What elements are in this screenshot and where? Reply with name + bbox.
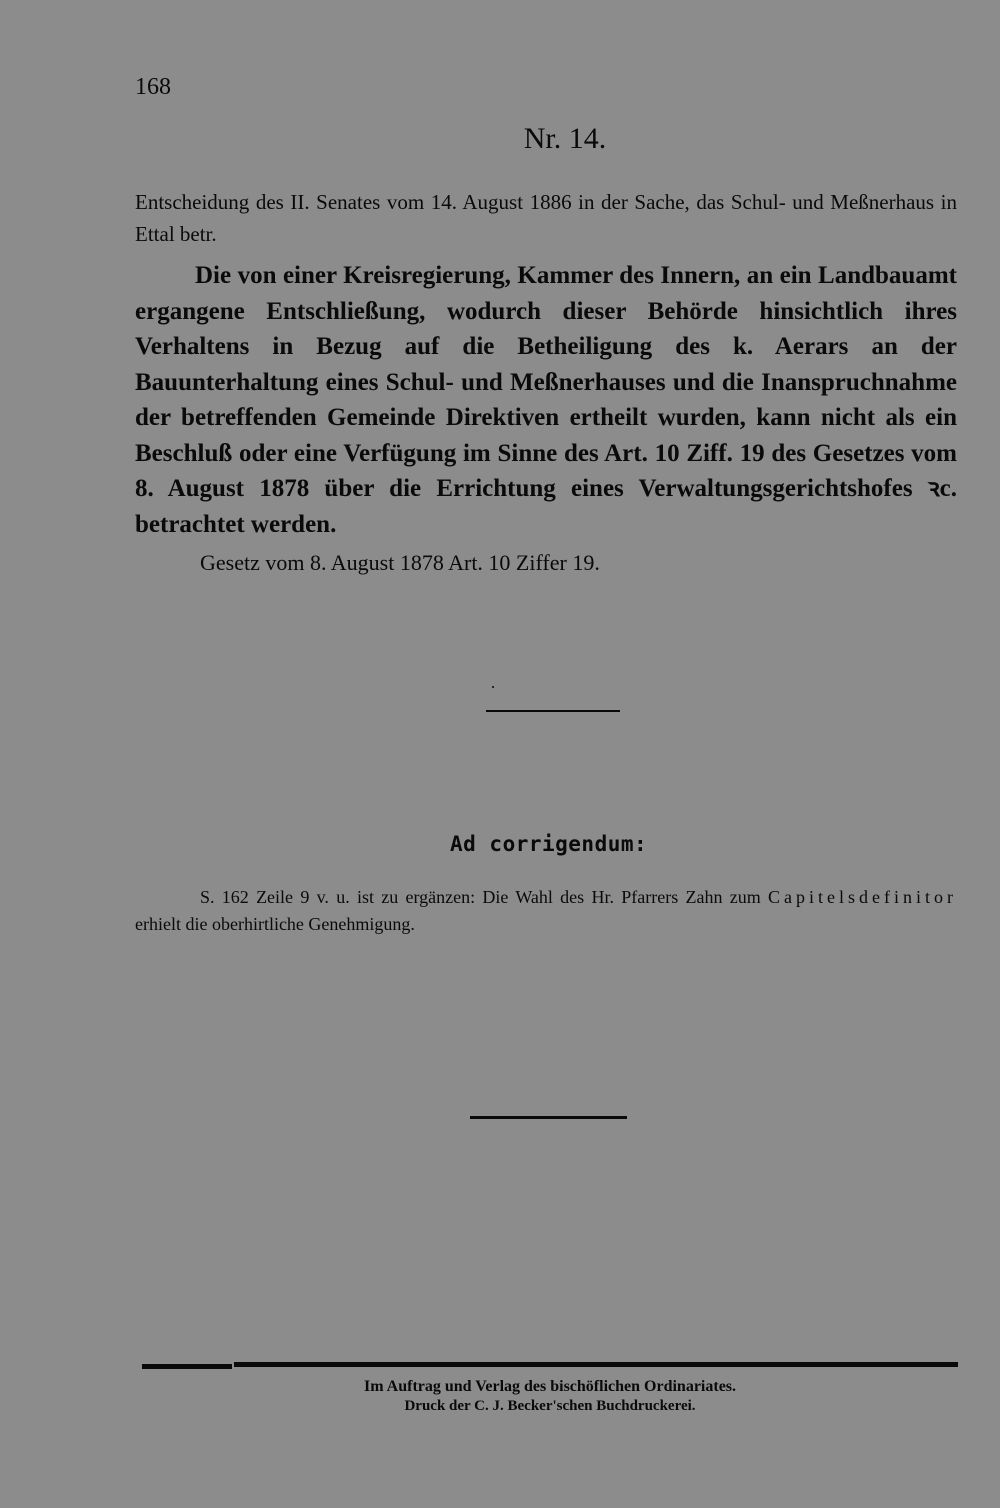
corrigendum-text-start: S. 162 Zeile 9 v. u. ist zu ergänzen: Die Wahl des Hr. Pfarrers Zahn zum xyxy=(200,887,769,907)
legal-reference: Gesetz vom 8. August 1878 Art. 10 Ziffer 19. xyxy=(200,550,600,575)
section-divider xyxy=(486,710,620,712)
stray-dot xyxy=(492,686,494,688)
page-number: 168 xyxy=(135,74,171,100)
footer-rule-left xyxy=(142,1364,232,1369)
closing-divider xyxy=(470,1116,627,1119)
imprint-publisher: Im Auftrag und Verlag des bischöflichen Ordinariates. xyxy=(363,1378,737,1395)
imprint-printer: Druck der C. J. Becker'schen Buchdruckerei. xyxy=(404,1398,696,1414)
decision-number-heading: Nr. 14. xyxy=(523,122,607,155)
decision-subject: Entscheidung des II. Senates vom 14. August 1886 in der Sache, das Schul- und Meßnerhaus in Ettal betr. xyxy=(135,190,957,246)
corrigendum-spaced-word: Capitelsdefinitor xyxy=(768,887,957,907)
decision-summary: Die von einer Kreisregierung, Kammer des Innern, an ein Landbauamt ergangene Entschließung, wodurch dieser Behörde hinsichtlich ihres Verhaltens in Bezug auf die Betheiligung des k. Aerars an der Bauunterhaltung eines Schul- und Meßnerhauses und die Inanspruchnahme der betreffenden Gemeinde Direktiven ertheilt wurden, kann nicht als ein Beschluß oder eine Verfügung im Sinne des Art. 10 Ziff. 19 des Gesetzes vom 8. August 1878 über die Errichtung eines Verwaltungsgerichtshofes ꝛc. betrachtet werden. xyxy=(135,262,957,538)
corrigendum-text xyxy=(135,884,957,938)
corrigendum-heading: Ad corrigendum: xyxy=(450,832,648,856)
footer-rule-right xyxy=(234,1362,958,1367)
corrigendum-text-end: erhielt die oberhirtliche Genehmigung. xyxy=(135,914,415,934)
